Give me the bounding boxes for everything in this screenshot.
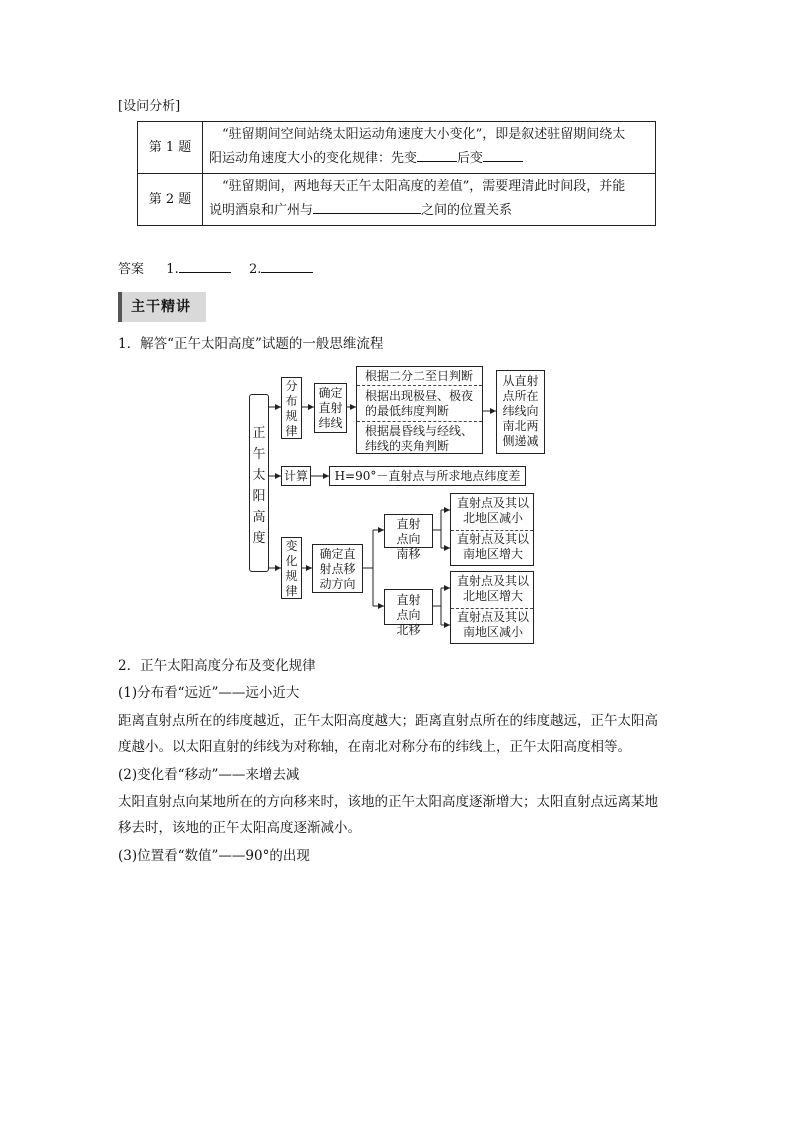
north-result-1: 直射点及其以北地区增大	[457, 574, 530, 603]
flow-south: 直射点向南移	[384, 514, 433, 548]
s2-text-2: 移去时，该地的正午太阳高度逐渐减小。	[118, 820, 361, 836]
divider	[451, 608, 533, 609]
method-2: 根据出现极昼、极夜的最低纬度判断	[365, 389, 474, 418]
s2-title: (2)变化看“移动”——来增去减	[118, 767, 300, 783]
question-label: 第 1 题	[138, 122, 203, 174]
flow-root: 正午太阳高度	[249, 394, 269, 572]
flow-distribution: 分布规律	[281, 377, 302, 439]
flow-methods	[356, 366, 483, 454]
s1-text-2: 度越小。以太阳直射的纬线为对称轴，在南北对称分布的纬线上，正午太阳高度相等。	[118, 739, 631, 755]
point1-title: 1．解答“正午太阳高度”试题的一般思维流程	[118, 336, 384, 352]
s1-text-1: 距离直射点所在的纬度越近，正午太阳高度越大；距离直射点所在的纬度越远，正午太阳高	[118, 713, 658, 729]
flow-determine-lat: 确定直射纬线	[314, 383, 347, 433]
answer-label: 答案	[118, 262, 145, 277]
question-label: 第 2 题	[138, 174, 203, 226]
south-result-2: 直射点及其以南地区增大	[457, 532, 530, 561]
method-1: 根据二分二至日判断	[365, 369, 474, 383]
south-result-1: 直射点及其以北地区减小	[457, 496, 530, 525]
flow-result: 从直射点所在纬线向南北两侧递减	[496, 370, 545, 454]
answer-item-1: 1.	[166, 262, 179, 277]
text-b: 后变	[457, 151, 484, 166]
divider	[357, 385, 482, 386]
text-b: 之间的位置关系	[421, 203, 513, 218]
s3-title: (3)位置看“数值”——90°的出现	[118, 848, 310, 864]
method-3: 根据晨昏线与经线、纬线的夹角判断	[365, 424, 474, 453]
question-text: “驻留期间，两地每天正午太阳高度的差值”，需要理清此时间段，并能	[222, 179, 626, 194]
answer-item-2: 2.	[248, 262, 262, 277]
flow-change: 变化规律	[281, 537, 302, 599]
flow-determine-move: 确定直射点移动方向	[312, 544, 363, 593]
s1-title: (1)分布看“远近”——远小近大	[118, 685, 300, 701]
analysis-header: [设问分析]	[118, 99, 181, 114]
north-result-2: 直射点及其以南地区减小	[457, 610, 530, 639]
question-text: “驻留期间空间站绕太阳运动角速度大小变化”，即是叙述驻留期间绕太	[222, 127, 626, 142]
flow-formula: H=90°－直射点与所求地点纬度差	[329, 466, 526, 486]
text-a: 阳运动角速度大小的变化规律：先变	[209, 151, 418, 166]
flow-north: 直射点向北移	[384, 589, 433, 625]
section-title: 主干精讲	[131, 299, 191, 315]
flow-calc: 计算	[281, 466, 311, 486]
text-a: 说明酒泉和广州与	[209, 203, 314, 218]
s2-text-1: 太阳直射点向某地所在的方向移来时，该地的正午太阳高度逐渐增大；太阳直射点远离某地	[118, 794, 658, 810]
point2-title: 2．正午太阳高度分布及变化规律	[118, 658, 316, 674]
divider	[451, 530, 533, 531]
divider	[357, 421, 482, 422]
